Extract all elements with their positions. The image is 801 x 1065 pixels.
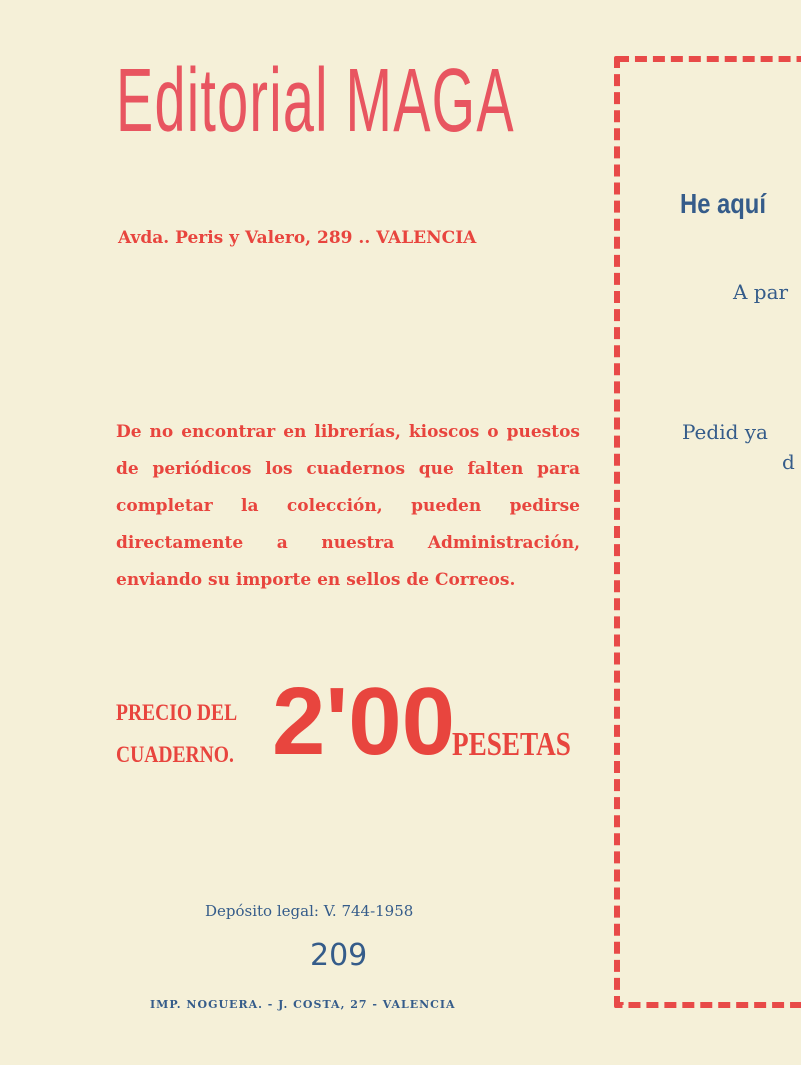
publisher-address: Avda. Peris y Valero, 289 .. VALENCIA — [118, 228, 477, 248]
price-label-line1: PRECIO DEL — [116, 700, 238, 725]
right-page-line2: Pedid ya — [682, 420, 768, 444]
price-label — [116, 692, 237, 776]
right-page-line1: A par — [733, 280, 789, 304]
legal-deposit: Depósito legal: V. 744-1958 — [205, 902, 414, 920]
price-amount: 2'00 — [272, 668, 455, 775]
ordering-notice: De no encontrar en librerías, kioscos o puestos de periódicos los cuadernos que falten para completar la colección, pueden pedirse directamente a nuestra Administración, enviando su importe en sellos de Correos. — [116, 422, 580, 590]
publisher-brand: Editorial MAGA — [116, 51, 515, 151]
right-page-heading: He aquí — [680, 188, 766, 219]
right-page-line3: d — [782, 450, 795, 474]
price-label-line2: CUADERNO. — [116, 742, 234, 767]
printer-credit: IMP. NOGUERA. - J. COSTA, 27 - VALENCIA — [150, 998, 456, 1011]
issue-number: 209 — [310, 938, 368, 973]
price-currency: PESETAS — [452, 726, 571, 763]
